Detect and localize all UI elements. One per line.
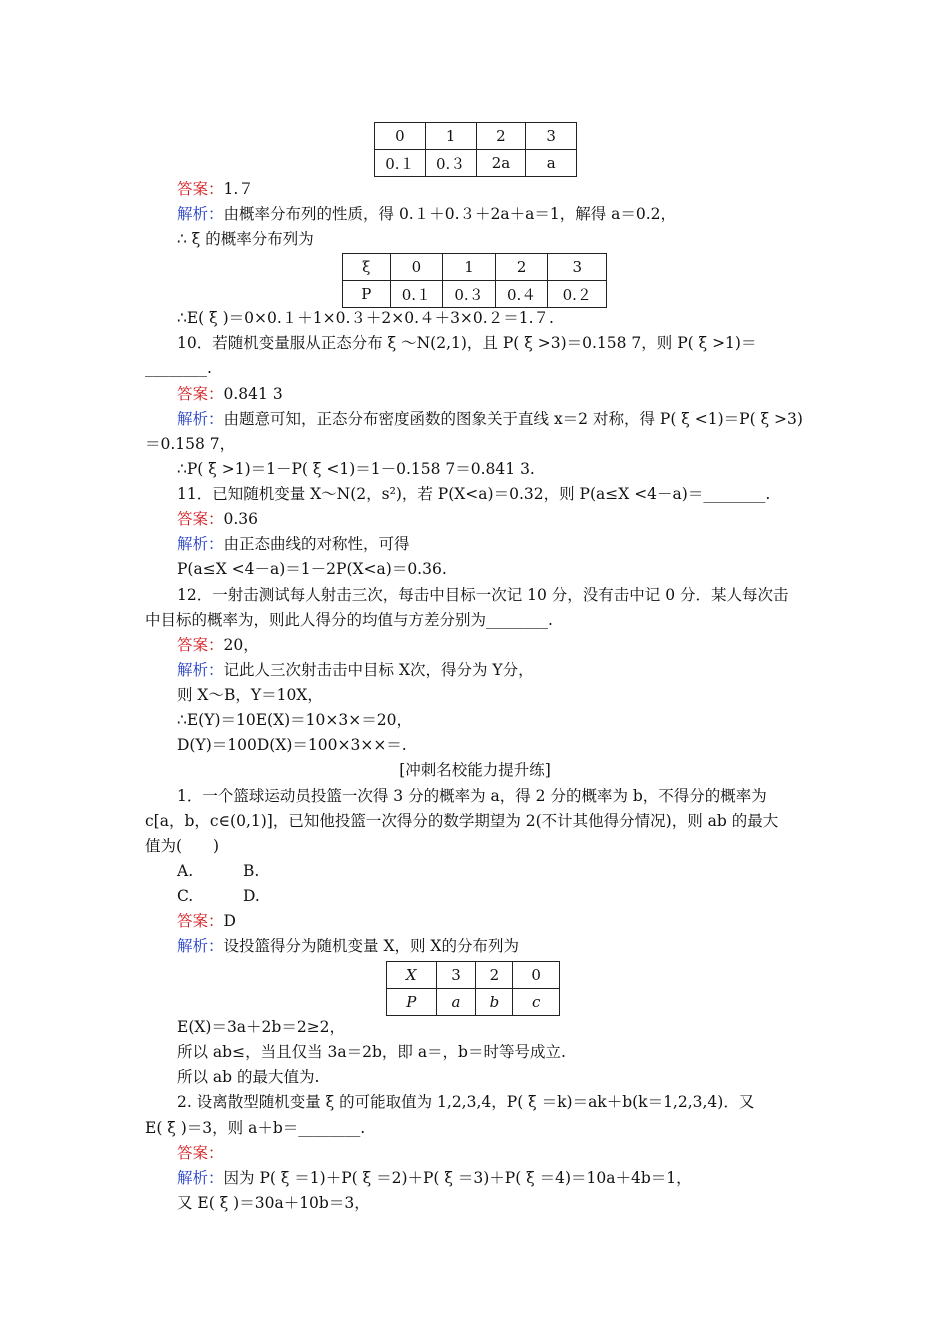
explanation-text: 设投篮得分为随机变量 X，则 X的分布列为 bbox=[223, 937, 519, 955]
table-cell: P bbox=[343, 281, 391, 308]
table-cell: P bbox=[387, 989, 437, 1016]
section-title: [冲刺名校能力提升练] bbox=[399, 761, 551, 779]
option-d: D. bbox=[243, 887, 260, 905]
q9-explanation-line: ∴ ξ 的概率分布列为 bbox=[177, 230, 314, 248]
table-cell: 3 bbox=[526, 123, 577, 150]
q12-answer bbox=[177, 634, 259, 656]
table-row bbox=[387, 989, 560, 1016]
table-cell: 0.１ bbox=[375, 150, 426, 177]
answer-label: 答案： bbox=[177, 510, 224, 528]
table-cell: c bbox=[513, 989, 560, 1016]
p1-explanation-line bbox=[177, 935, 519, 957]
answer-label: 答案： bbox=[177, 912, 224, 930]
answer-value: D bbox=[223, 912, 236, 930]
answer-label: 答案： bbox=[177, 180, 224, 198]
table-row bbox=[375, 150, 577, 177]
q9-explanation-line bbox=[177, 203, 676, 225]
p1-answer bbox=[177, 910, 236, 932]
p1-stem: c[a，b，c∈(0,1)]，已知他投篮一次得分的数学期望为 2(不计其他得分情况)，则 ab 的最大 bbox=[145, 812, 779, 830]
q10-stem: ________. bbox=[145, 359, 212, 377]
table-cell: 0.４ bbox=[495, 281, 548, 308]
table-cell: X bbox=[387, 962, 437, 989]
p1-explanation-line: 所以 ab 的最大值为. bbox=[177, 1068, 320, 1086]
explanation-text: 因为 P( ξ ＝1)＋P( ξ ＝2)＋P( ξ ＝3)＋P( ξ ＝4)＝10a＋4b＝1， bbox=[223, 1169, 692, 1187]
explanation-text: 记此人三次射击击中目标 X次，得分为 Y分， bbox=[223, 661, 534, 679]
distribution-table-top bbox=[374, 122, 577, 177]
q12-explanation-line bbox=[177, 659, 534, 681]
table-row bbox=[343, 254, 607, 281]
table-cell: 3 bbox=[436, 962, 476, 989]
option-a: A. bbox=[177, 862, 194, 880]
option-b: B. bbox=[243, 862, 260, 880]
table-row bbox=[387, 962, 560, 989]
q12-explanation-line: 则 X～B，Y＝10X， bbox=[177, 686, 323, 704]
p2-stem: E( ξ )＝3，则 a＋b＝________. bbox=[145, 1119, 366, 1137]
answer-value: 0.841 3 bbox=[223, 385, 283, 403]
q12-stem: 中目标的概率为，则此人得分的均值与方差分别为________. bbox=[145, 611, 553, 629]
table-cell: 1 bbox=[443, 254, 496, 281]
explanation-label: 解析： bbox=[177, 535, 224, 553]
p1-stem: 值为( ) bbox=[145, 837, 220, 855]
table-cell: b bbox=[476, 989, 513, 1016]
table-cell: 0 bbox=[375, 123, 426, 150]
table-cell: 0.３ bbox=[443, 281, 496, 308]
q11-answer bbox=[177, 508, 258, 530]
table-cell: 0.３ bbox=[425, 150, 476, 177]
q10-answer bbox=[177, 383, 283, 405]
table-cell: a bbox=[526, 150, 577, 177]
explanation-label: 解析： bbox=[177, 661, 224, 679]
answer-label: 答案： bbox=[177, 636, 224, 654]
answer-label: 答案： bbox=[177, 1144, 224, 1162]
q10-explanation-line bbox=[177, 408, 803, 430]
q9-explanation-line: ∴E( ξ )＝0×0.１＋1×0.３＋2×0.４＋3×0.２＝1.７. bbox=[177, 309, 554, 327]
table-cell: 2 bbox=[476, 123, 526, 150]
table-cell: 0 bbox=[513, 962, 560, 989]
table-cell: ξ bbox=[343, 254, 391, 281]
table-cell: 2 bbox=[476, 962, 513, 989]
q11-explanation-line bbox=[177, 533, 410, 555]
answer-value: 0.36 bbox=[223, 510, 259, 528]
table-row bbox=[375, 123, 577, 150]
explanation-label: 解析： bbox=[177, 410, 224, 428]
q9-answer bbox=[177, 178, 254, 200]
distribution-table-x bbox=[386, 961, 560, 1016]
q12-explanation-line: ∴E(Y)＝10E(X)＝10×3×＝20， bbox=[177, 711, 412, 729]
explanation-text: 由题意可知，正态分布密度函数的图象关于直线 x＝2 对称，得 P( ξ <1)＝P( ξ >3) bbox=[223, 410, 803, 428]
explanation-label: 解析： bbox=[177, 937, 224, 955]
explanation-text: 由概率分布列的性质，得 0.１＋0.３＋2a＋a＝1，解得 a＝0.2， bbox=[223, 205, 677, 223]
table-cell: 2a bbox=[476, 150, 526, 177]
q10-explanation-line: ＝0.158 7， bbox=[145, 435, 236, 453]
q10-stem: 10．若随机变量服从正态分布 ξ ～N(2,1)，且 P( ξ >3)＝0.158 7，则 P( ξ >1)＝ bbox=[177, 334, 757, 352]
p2-explanation-line bbox=[177, 1167, 692, 1189]
answer-value: 20， bbox=[223, 636, 259, 654]
explanation-label: 解析： bbox=[177, 205, 224, 223]
p2-stem: 2. 设离散型随机变量 ξ 的可能取值为 1,2,3,4，P( ξ ＝k)＝ak＋b(k＝1,2,3,4)．又 bbox=[177, 1093, 755, 1111]
option-c: C. bbox=[177, 887, 194, 905]
p2-answer bbox=[177, 1142, 224, 1164]
answer-label: 答案： bbox=[177, 385, 224, 403]
table-cell: 3 bbox=[548, 254, 607, 281]
q10-explanation-line: ∴P( ξ >1)＝1－P( ξ <1)＝1－0.158 7＝0.841 3. bbox=[177, 460, 535, 478]
table-row bbox=[343, 281, 607, 308]
q11-stem: 11．已知随机变量 X～N(2，s²)，若 P(X<a)＝0.32，则 P(a≤X <4－a)＝________. bbox=[177, 485, 771, 503]
explanation-text: 由正态曲线的对称性，可得 bbox=[223, 535, 410, 553]
q12-explanation-line: D(Y)＝100D(X)＝100×3××＝. bbox=[177, 736, 407, 754]
explanation-label: 解析： bbox=[177, 1169, 224, 1187]
q12-stem: 12．一射击测试每人射击三次，每击中目标一次记 10 分，没有击中记 0 分．某人每次击 bbox=[177, 586, 789, 604]
p1-explanation-line: 所以 ab≤，当且仅当 3a＝2b，即 a＝，b＝时等号成立. bbox=[177, 1043, 566, 1061]
table-cell: 2 bbox=[495, 254, 548, 281]
distribution-table-xi bbox=[342, 253, 607, 308]
table-cell: 0 bbox=[390, 254, 443, 281]
q11-explanation-line: P(a≤X <4－a)＝1－2P(X<a)＝0.36. bbox=[177, 560, 447, 578]
table-cell: 0.１ bbox=[390, 281, 443, 308]
table-cell: 0.２ bbox=[548, 281, 607, 308]
p1-explanation-line: E(X)＝3a＋2b＝2≥2， bbox=[177, 1018, 346, 1036]
table-cell: 1 bbox=[425, 123, 476, 150]
answer-value: 1.７ bbox=[223, 180, 254, 198]
table-cell: a bbox=[436, 989, 476, 1016]
p2-explanation-line: 又 E( ξ )＝30a＋10b＝3， bbox=[177, 1194, 370, 1212]
p1-stem: 1．一个篮球运动员投篮一次得 3 分的概率为 a，得 2 分的概率为 b，不得分的概率为 bbox=[177, 787, 767, 805]
